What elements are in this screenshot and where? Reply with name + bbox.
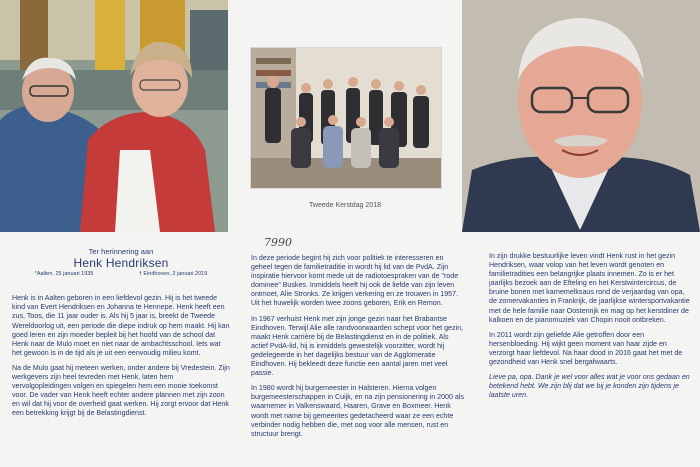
- death-date: † Eindhoven, 2 januari 2019: [138, 271, 208, 278]
- handwritten-number: 7990: [264, 236, 292, 249]
- life-dates: [12, 270, 230, 279]
- paragraph: In 1980 wordt hij burgemeester in Halsteren. Hierna volgen burgemeesterschappen in Cuijk, en na zijn pensionering in 2000 als waarnemer in Valkenswaard, Haaren, Grave en Boxmeer. Henk wordt met name bij gemeentes gedetacheerd waar ze een echte verbinder nodig hebben die, met oog voor alle mensen, rust en structuur brengt.: [251, 384, 464, 438]
- text-column-1: [12, 240, 230, 425]
- text-column-3: [489, 252, 694, 406]
- deceased-name: Henk Hendriksen: [73, 256, 169, 271]
- paragraph: In deze periode begint hij zich voor politiek te interesseren en geheel tegen de familietraditie in wordt hij lid van de PvdA. Zijn inspiratie hiervoor komt mede uit de radiotoespraken van de "rode dominee" Buskes. Inmiddels heeft hij ook de liefde van zijn leven ontmoet, Alie Stronks. Ze krijgen verkering en ze trouwen in 1957. Uit het huwelijk worden twee zoons geboren, Erik en Remon.: [251, 254, 459, 308]
- couple-photo: [0, 0, 228, 232]
- farewell-message: Lieve pa, opa. Dank je wel voor alles wat je voor ons gedaan en betekend hebt. We zijn blij dat we bij je konden zijn tijdens je laatste uren.: [489, 373, 690, 400]
- heading-intro: Ter herinnering aan: [88, 247, 154, 256]
- photo-caption: Tweede Kerstdag 2018: [309, 202, 381, 209]
- paragraph: In zijn drukke bestuurlijke leven vindt Henk rust in het gezin Hendriksen, waar volop van het leven wordt genoten en familietradities een belangrijke plaats innemen. Zo is er het jaarlijks bezoek aan de Efteling en het Kerstwintercircus, de bruine bonen met karnemelksaus rond de verjaardag van opa, de zomervakanties in Frankrijk, de jaarlijkse wintersportvakantie met de hele familie naar Oostenrijk en mag op het kerstdiner de kalkoen en de pianomuziek van Chopin nooit ontbreken.: [489, 252, 690, 324]
- birth-date: *Aalten, 25 januari 1935: [34, 271, 94, 278]
- group-photo-icon: [251, 48, 441, 188]
- portrait-photo: [462, 0, 700, 232]
- family-group-photo: [250, 47, 442, 189]
- paragraph: In 1967 verhuist Henk met zijn jonge gezin naar het Brabantse Eindhoven. Terwijl Alie alle randvoorwaarden schept voor het gezin, maakt Henk carrière bij de Belastingdienst en in de politiek. Als actief PvdA-lid, hij is inmiddels gewestelijk voorzitter, wordt hij gedelegeerde in het dagelijks bestuur van de Agglomeratie Eindhoven. Hij bekleedt deze functie een aantal jaren met veel passie.: [251, 314, 464, 378]
- paragraph: In 2011 wordt zijn geliefde Alie getroffen door een hersenbloeding. Hij wijkt geen moment van haar zijde en verzorgt haar liefdevol. Na haar dood in 2016 gaat het met de gezondheid van Henk snel bergafwaarts.: [489, 330, 683, 367]
- paragraph: Na de Mulo gaat hij meteen werken, onder andere bij Vredestein. Zijn werkgevers zijn heel tevreden met Henk, laten hem vervolgopleidingen volgen en spiegelen hem een mooie toekomst voor. De vader van Henk heeft echter andere plannen met zijn zoon en wil dat hij voor de overheid gaat werken. Hij zorgt ervoor dat Henk een betrekking krijgt bij de Belastingdienst.: [12, 363, 230, 418]
- elderly-couple-photo-icon: [0, 0, 228, 232]
- text-column-2: [251, 254, 466, 445]
- paragraph: Henk is in Aalten geboren in een liefdevol gezin. Hij is het tweede kind van Evert Hendriksen en Johanna te Hennepe. Henk heeft een zus, Toos, die 11 jaar ouder is. Als hij 5 jaar is, breekt de Tweede Wereldoorlog uit, een periode die diepe indruk op hem maakt. Hij kan goed leren en zijn moeder bepleit bij het hoofd van de school dat Henk naar de Mulo moet en niet naar de ambachtsschool. Iets wat het gewoon is in de tijd als je uit een eenvoudig milieu komt.: [12, 294, 230, 357]
- portrait-photo-icon: [462, 0, 700, 232]
